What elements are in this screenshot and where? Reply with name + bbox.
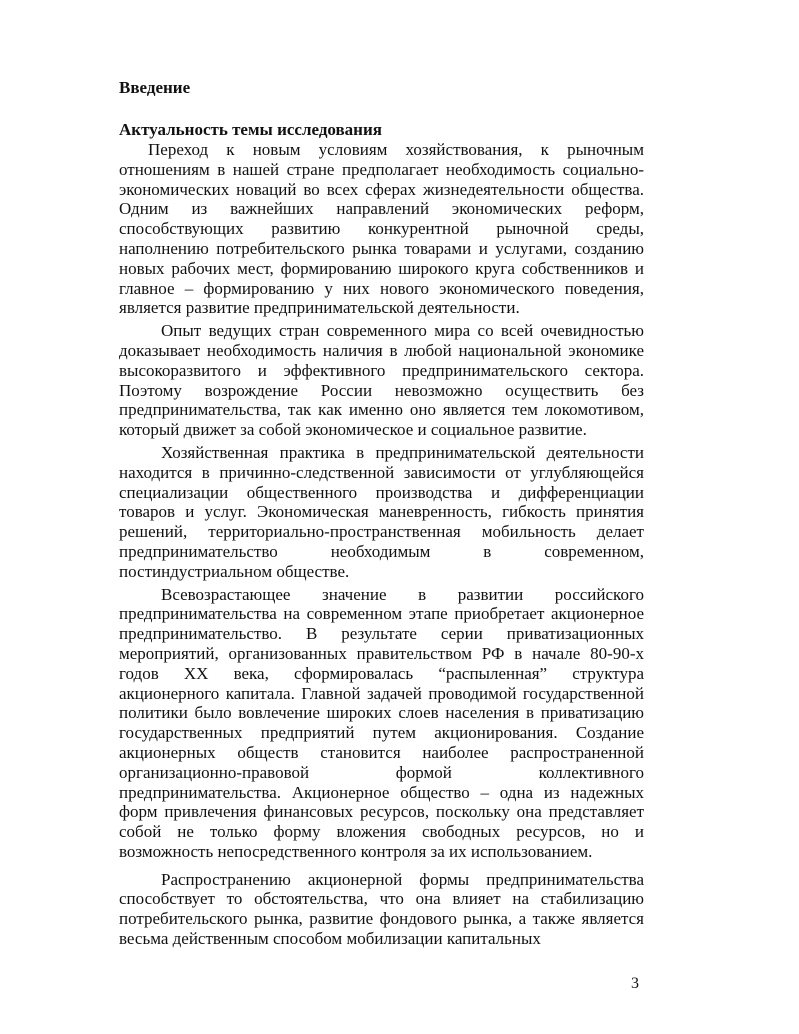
body-text — [119, 140, 644, 949]
page-number: 3 — [631, 975, 639, 992]
paragraph-2: Опыт ведущих стран современного мира со всей очевидностью доказывает необходимость наличия в любой национальной экономике высокоразвитого и эффективного предпринимательского сектора. Поэтому возрождение России невозможно осуществить без предпринимательства, так как именно оно является тем локомотивом, который движет за собой экономическое и социальное развитие. — [119, 321, 644, 440]
paragraph-3: Хозяйственная практика в предпринимательской деятельности находится в причинно-следственной зависимости от углубляющейся специализации общественного производства и дифференциации товаров и услуг. Экономическая маневренность, гибкость принятия решений, территориально-пространственная мобильность делает предпринимательство необходимым в современном, постиндустриальном обществе. — [119, 442, 644, 581]
section-heading-introduction: Введение — [119, 78, 191, 97]
paragraph-4: Всевозрастающее значение в развитии российского предпринимательства на современном этапе приобретает акционерное предпринимательство. В результате серии приватизационных мероприятий, организованных правительством РФ в начале 80-90-х годов XX века, сформировалась “распыленная” структура акционерного капитала. Главной задачей проводимой государственной политики было вовлечение широких слоев населения в приватизацию государственных предприятий путем акционирования. Создание акционерных обществ становится наиболее распространенной организационно-правовой формой коллективного предпринимательства. Акционерное общество – одна из надежных форм привлечения финансовых ресурсов, поскольку она представляет собой не только форму вложения свободных ресурсов, но и возможность непосредственного контроля за их использованием. — [119, 584, 644, 861]
paragraph-1: Переход к новым условиям хозяйствования, к рыночным отношениям в нашей стране предполагает необходимость социально-экономических новаций во всех сферах жизнедеятельности общества. Одним из важнейших направлений экономических реформ, способствующих развитию конкурентной рыночной среды, наполнению потребительского рынка товарами и услугами, созданию новых рабочих мест, формированию широкого круга собственников и главное – формированию у них нового экономического поведения, является развитие предпринимательской деятельности. — [119, 140, 644, 318]
paragraph-5: Распространению акционерной формы предпринимательства способствует то обстоятельства, что она влияет на стабилизацию потребительского рынка, развитие фондового рынка, а также является весьма действенным способом мобилизации капитальных — [119, 869, 644, 949]
section-heading-topic-relevance: Актуальность темы исследования — [119, 120, 382, 139]
